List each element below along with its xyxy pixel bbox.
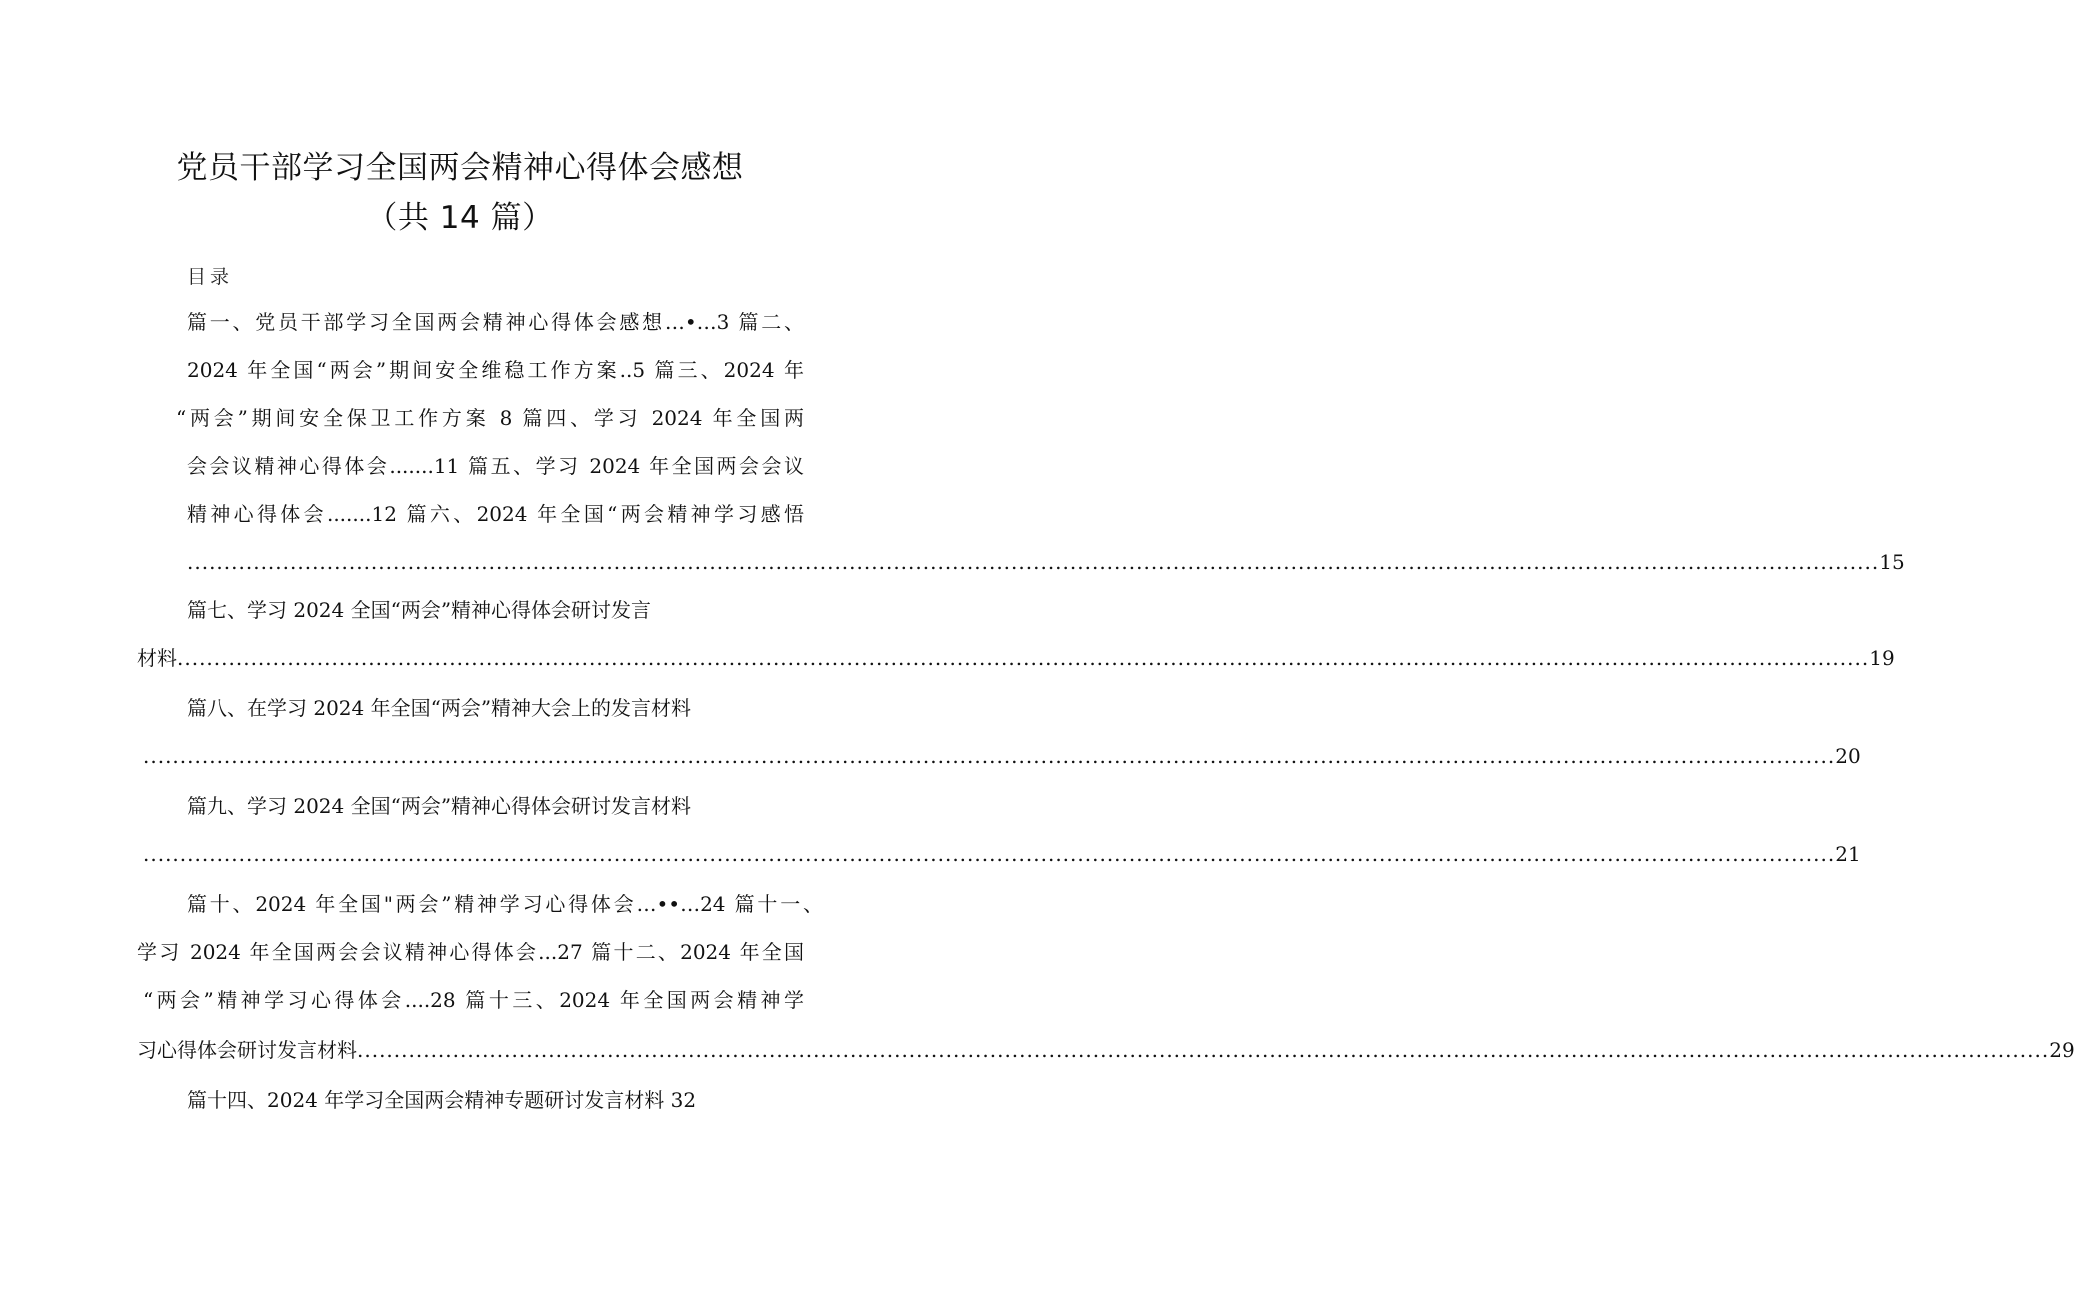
toc-line: 篇七、学习 2024 全国“两会”精神心得体会研讨发言 bbox=[187, 598, 652, 622]
toc-page-number: 19 bbox=[1869, 646, 1895, 670]
toc-entry-text: 材料 bbox=[137, 646, 177, 670]
toc-leader-dots: ...................................................................................................................................................................................................................................... bbox=[357, 1038, 2050, 1062]
toc-line bbox=[143, 742, 1861, 770]
toc-line: 篇一、党员干部学习全国两会精神心得体会感想…•…3 篇二、 bbox=[187, 310, 804, 334]
toc-line bbox=[143, 840, 1861, 868]
toc-line: “两会”期间安全保卫工作方案 8 篇四、学习 2024 年全国两 bbox=[176, 406, 804, 430]
toc-page-number: 15 bbox=[1879, 550, 1905, 574]
toc-page-number: 21 bbox=[1835, 842, 1861, 866]
toc-leader-dots: ...................................................................................................................................................................................................................................... bbox=[143, 744, 1836, 768]
toc-line bbox=[187, 548, 1905, 576]
toc-line: 篇十四、2024 年学习全国两会精神专题研讨发言材料 32 bbox=[187, 1088, 697, 1112]
toc-line bbox=[137, 644, 1895, 672]
toc-line: 篇八、在学习 2024 年全国“两会”精神大会上的发言材料 bbox=[187, 696, 692, 720]
toc-leader-dots: ...................................................................................................................................................................................................................................... bbox=[143, 842, 1836, 866]
toc-line: 精神心得体会.......12 篇六、2024 年全国“两会精神学习感悟 bbox=[187, 502, 804, 526]
toc-entry-text: 习心得体会研讨发言材料 bbox=[137, 1038, 357, 1062]
toc-heading: 目录 bbox=[187, 266, 234, 288]
toc-leader-dots: ...................................................................................................................................................................................................................................... bbox=[187, 550, 1880, 574]
toc-line: 篇九、学习 2024 全国“两会”精神心得体会研讨发言材料 bbox=[187, 794, 692, 818]
document-title: 党员干部学习全国两会精神心得体会感想 bbox=[176, 150, 744, 186]
toc-line: 学习 2024 年全国两会会议精神心得体会...27 篇十二、2024 年全国 bbox=[137, 940, 804, 964]
toc-line: 会会议精神心得体会.......11 篇五、学习 2024 年全国两会会议 bbox=[187, 454, 804, 478]
toc-line: 2024 年全国“两会”期间安全维稳工作方案..5 篇三、2024 年 bbox=[187, 358, 804, 382]
toc-line: 篇十、2024 年全国"两会”精神学习心得体会…••…24 篇十一、 bbox=[187, 892, 823, 916]
toc-page-number: 20 bbox=[1835, 744, 1861, 768]
toc-line bbox=[137, 1036, 2075, 1064]
toc-leader-dots: ...................................................................................................................................................................................................................................... bbox=[177, 646, 1870, 670]
toc-line: “两会”精神学习心得体会....28 篇十三、2024 年全国两会精神学 bbox=[143, 988, 804, 1012]
toc-page-number: 29 bbox=[2049, 1038, 2075, 1062]
document-subtitle: （共 14 篇） bbox=[366, 200, 554, 236]
